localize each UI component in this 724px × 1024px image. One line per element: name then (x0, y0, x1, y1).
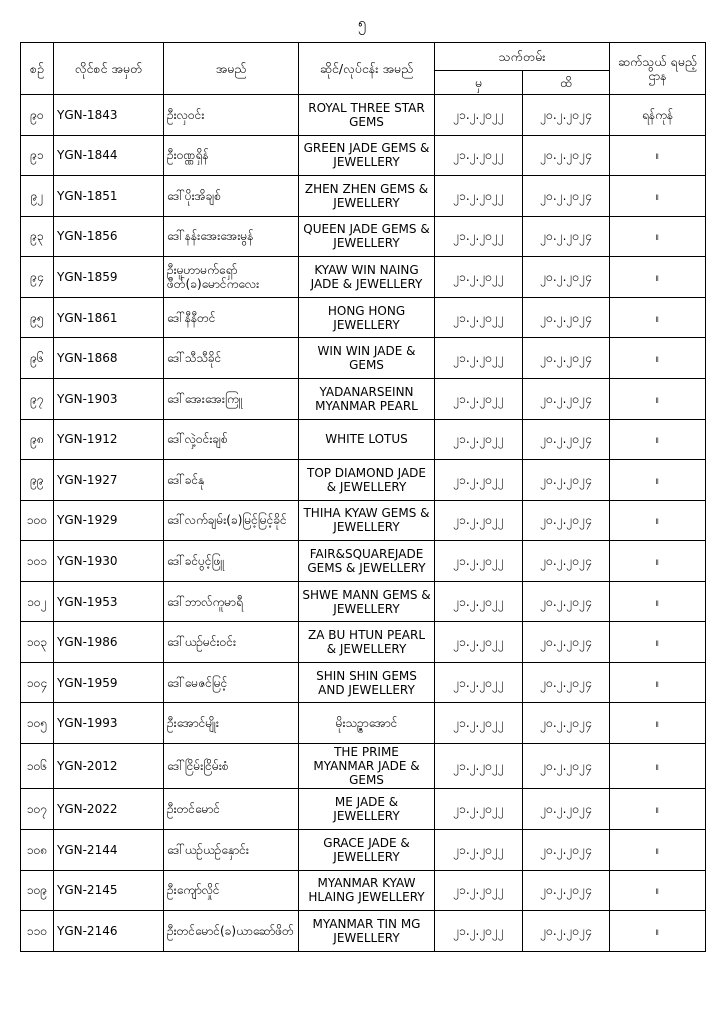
contact-office: ။ (610, 297, 706, 338)
license-number: YGN-1929 (54, 500, 164, 541)
shop-name: TOP DIAMOND JADE & JEWELLERY (299, 460, 435, 501)
valid-to: ၂၀.၂.၂၀၂၄ (523, 95, 610, 136)
holder-name: ဒေါ်နီနီတင် (164, 297, 299, 338)
holder-name: ဦးကျော်လှိုင် (164, 870, 299, 911)
table-row (21, 419, 706, 460)
table-row (21, 744, 706, 789)
valid-to: ၂၀.၂.၂၀၂၄ (523, 662, 610, 703)
shop-name: WHITE LOTUS (299, 419, 435, 460)
shop-name: GRACE JADE & JEWELLERY (299, 830, 435, 871)
valid-from: ၂၁.၂.၂၀၂၂ (435, 703, 523, 744)
table-row (21, 911, 706, 952)
contact-office: ။ (610, 338, 706, 379)
header-name: အမည် (164, 43, 299, 95)
row-number: ၁၀၅ (21, 703, 54, 744)
row-number: ၁၀၀ (21, 500, 54, 541)
contact-office: ။ (610, 622, 706, 663)
valid-from: ၂၁.၂.၂၀၂၂ (435, 541, 523, 582)
valid-from: ၂၁.၂.၂၀၂၂ (435, 297, 523, 338)
valid-from: ၂၁.၂.၂၀၂၂ (435, 257, 523, 298)
shop-name: SHWE MANN GEMS & JEWELLERY (299, 581, 435, 622)
table-row (21, 338, 706, 379)
valid-from: ၂၁.၂.၂၀၂၂ (435, 744, 523, 789)
row-number: ၁၀၆ (21, 744, 54, 789)
contact-office: ။ (610, 135, 706, 176)
header-no: စဉ် (21, 43, 54, 95)
shop-name: မိုးသဉ္ဇာအောင် (299, 703, 435, 744)
shop-name: ROYAL THREE STAR GEMS (299, 95, 435, 136)
row-number: ၁၁၀ (21, 911, 54, 952)
license-number: YGN-1903 (54, 378, 164, 419)
valid-to: ၂၀.၂.၂၀၂၄ (523, 581, 610, 622)
shop-name: QUEEN JADE GEMS & JEWELLERY (299, 216, 435, 257)
contact-office: ။ (610, 257, 706, 298)
table-row (21, 500, 706, 541)
table-row (21, 297, 706, 338)
table-row (21, 789, 706, 830)
valid-to: ၂၀.၂.၂၀၂၄ (523, 789, 610, 830)
row-number: ၁၀၁ (21, 541, 54, 582)
table-row (21, 176, 706, 217)
license-number: YGN-2146 (54, 911, 164, 952)
contact-office: ။ (610, 581, 706, 622)
valid-from: ၂၁.၂.၂၀၂၂ (435, 830, 523, 871)
valid-from: ၂၁.၂.၂၀၂၂ (435, 622, 523, 663)
shop-name: FAIR&SQUAREJADE GEMS & JEWELLERY (299, 541, 435, 582)
valid-to: ၂၀.၂.၂၀၂၄ (523, 460, 610, 501)
holder-name: ဒေါ်အေးအေးကြူ (164, 378, 299, 419)
license-number: YGN-1953 (54, 581, 164, 622)
valid-from: ၂၁.၂.၂၀၂၂ (435, 338, 523, 379)
table-row (21, 135, 706, 176)
license-number: YGN-1868 (54, 338, 164, 379)
table-row (21, 216, 706, 257)
valid-to: ၂၀.၂.၂၀၂၄ (523, 338, 610, 379)
shop-name: MYANMAR KYAW HLAING JEWELLERY (299, 870, 435, 911)
holder-name: ဦးအောင်မျိုး (164, 703, 299, 744)
license-number: YGN-2012 (54, 744, 164, 789)
valid-to: ၂၀.၂.၂၀၂၄ (523, 622, 610, 663)
header-address: ဆက်သွယ် ရမည့်ဌာန (610, 43, 706, 95)
license-number: YGN-1930 (54, 541, 164, 582)
contact-office: ။ (610, 419, 706, 460)
holder-name: ဦးတင်မောင်(ခ)ယာဆော်ဖိတ် (164, 911, 299, 952)
valid-to: ၂၀.၂.၂၀၂၄ (523, 257, 610, 298)
shop-name: KYAW WIN NAING JADE & JEWELLERY (299, 257, 435, 298)
valid-from: ၂၁.၂.၂၀၂၂ (435, 662, 523, 703)
contact-office: ။ (610, 176, 706, 217)
contact-office: ။ (610, 541, 706, 582)
shop-name: SHIN SHIN GEMS AND JEWELLERY (299, 662, 435, 703)
table-row (21, 460, 706, 501)
valid-from: ၂၁.၂.၂၀၂၂ (435, 789, 523, 830)
shop-name: WIN WIN JADE & GEMS (299, 338, 435, 379)
header-to: ထိ (523, 71, 610, 95)
valid-from: ၂၁.၂.၂၀၂၂ (435, 870, 523, 911)
row-number: ၉၄ (21, 257, 54, 298)
holder-name: ဒေါ်ယဉ်မင်းဝင်း (164, 622, 299, 663)
row-number: ၁၀၃ (21, 622, 54, 663)
license-number: YGN-1959 (54, 662, 164, 703)
holder-name: ဒေါ်လက်ချမ်း(ခ)မြင့်မြင့်ခိုင် (164, 500, 299, 541)
shop-name: GREEN JADE GEMS & JEWELLERY (299, 135, 435, 176)
holder-name: ဒေါ်မေဇင်မြင့် (164, 662, 299, 703)
contact-office: ရန်ကုန် (610, 95, 706, 136)
row-number: ၉၈ (21, 419, 54, 460)
valid-from: ၂၁.၂.၂၀၂၂ (435, 460, 523, 501)
holder-name: ဒေါ်ပိုးအိချစ် (164, 176, 299, 217)
row-number: ၁၀၂ (21, 581, 54, 622)
license-number: YGN-1843 (54, 95, 164, 136)
valid-from: ၂၁.၂.၂၀၂၂ (435, 378, 523, 419)
license-number: YGN-1993 (54, 703, 164, 744)
license-number: YGN-1927 (54, 460, 164, 501)
valid-to: ၂၀.၂.၂၀၂၄ (523, 419, 610, 460)
valid-to: ၂၀.၂.၂၀၂၄ (523, 870, 610, 911)
valid-from: ၂၁.၂.၂၀၂၂ (435, 216, 523, 257)
table-row (21, 541, 706, 582)
valid-to: ၂၀.၂.၂၀၂၄ (523, 541, 610, 582)
shop-name: ME JADE & JEWELLERY (299, 789, 435, 830)
holder-name: ဒေါ်ခင်နု (164, 460, 299, 501)
holder-name: ဒေါ်သီသီခိုင် (164, 338, 299, 379)
valid-to: ၂၀.၂.၂၀၂၄ (523, 378, 610, 419)
contact-office: ။ (610, 744, 706, 789)
valid-from: ၂၁.၂.၂၀၂၂ (435, 419, 523, 460)
holder-name: ဒေါ်ငြိမ်းငြိမ်းစံ (164, 744, 299, 789)
row-number: ၉၉ (21, 460, 54, 501)
shop-name: ZA BU HTUN PEARL & JEWELLERY (299, 622, 435, 663)
valid-to: ၂၀.၂.၂၀၂၄ (523, 703, 610, 744)
table-row (21, 581, 706, 622)
license-table (20, 42, 706, 952)
table-row (21, 703, 706, 744)
holder-name: ဒေါ်ခင်ပွင့်ဖြူ (164, 541, 299, 582)
license-number: YGN-2144 (54, 830, 164, 871)
valid-to: ၂၀.၂.၂၀၂၄ (523, 830, 610, 871)
contact-office: ။ (610, 378, 706, 419)
license-number: YGN-1844 (54, 135, 164, 176)
valid-from: ၂၁.၂.၂၀၂၂ (435, 135, 523, 176)
shop-name: THE PRIME MYANMAR JADE & GEMS (299, 744, 435, 789)
shop-name: ZHEN ZHEN GEMS & JEWELLERY (299, 176, 435, 217)
shop-name: YADANARSEINN MYANMAR PEARL (299, 378, 435, 419)
contact-office: ။ (610, 911, 706, 952)
row-number: ၉၁ (21, 135, 54, 176)
contact-office: ။ (610, 460, 706, 501)
table-row (21, 257, 706, 298)
valid-to: ၂၀.၂.၂၀၂၄ (523, 297, 610, 338)
row-number: ၁၀၇ (21, 789, 54, 830)
shop-name: THIHA KYAW GEMS & JEWELLERY (299, 500, 435, 541)
row-number: ၁၀၄ (21, 662, 54, 703)
table-row (21, 95, 706, 136)
holder-name: ဒေါ်ယဉ်ယဉ်နှောင်း (164, 830, 299, 871)
license-number: YGN-2145 (54, 870, 164, 911)
holder-name: ဒေါ်ဘာလ်ကူမာရီ (164, 581, 299, 622)
valid-from: ၂၁.၂.၂၀၂၂ (435, 176, 523, 217)
license-number: YGN-1856 (54, 216, 164, 257)
header-license: လိုင်စင် အမှတ် (54, 43, 164, 95)
holder-name: ဦးမူဟာမက်ရှော်ဖိတ်(ခ)မောင်ကလေး (164, 257, 299, 298)
license-number: YGN-1859 (54, 257, 164, 298)
valid-from: ၂၁.၂.၂၀၂၂ (435, 95, 523, 136)
header-from: မှ (435, 71, 523, 95)
table-row (21, 378, 706, 419)
holder-name: ဦးလှဝင်း (164, 95, 299, 136)
table-row (21, 662, 706, 703)
license-number: YGN-1861 (54, 297, 164, 338)
valid-to: ၂၀.၂.၂၀၂၄ (523, 135, 610, 176)
holder-name: ဒေါ်လှဲ့ဝင်းချစ် (164, 419, 299, 460)
valid-to: ၂၀.၂.၂၀၂၄ (523, 500, 610, 541)
valid-from: ၂၁.၂.၂၀၂၂ (435, 500, 523, 541)
holder-name: ဒေါ်နန်းအေးအေးမွန် (164, 216, 299, 257)
shop-name: MYANMAR TIN MG JEWELLERY (299, 911, 435, 952)
contact-office: ။ (610, 830, 706, 871)
valid-from: ၂၁.၂.၂၀၂၂ (435, 581, 523, 622)
contact-office: ။ (610, 216, 706, 257)
row-number: ၉၀ (21, 95, 54, 136)
holder-name: ဦးဝဏ္ဏရှိန် (164, 135, 299, 176)
table-row (21, 870, 706, 911)
contact-office: ။ (610, 870, 706, 911)
valid-to: ၂၀.၂.၂၀၂၄ (523, 176, 610, 217)
page-number: ၅ (357, 14, 367, 32)
row-number: ၉၂ (21, 176, 54, 217)
holder-name: ဦးတင်မောင် (164, 789, 299, 830)
row-number: ၉၇ (21, 378, 54, 419)
table-row (21, 830, 706, 871)
license-number: YGN-2022 (54, 789, 164, 830)
table-row (21, 622, 706, 663)
valid-from: ၂၁.၂.၂၀၂၂ (435, 911, 523, 952)
valid-to: ၂၀.၂.၂၀၂၄ (523, 744, 610, 789)
valid-to: ၂၀.၂.၂၀၂၄ (523, 216, 610, 257)
contact-office: ။ (610, 662, 706, 703)
header-validity: သက်တမ်း (435, 43, 610, 71)
contact-office: ။ (610, 703, 706, 744)
license-number: YGN-1851 (54, 176, 164, 217)
contact-office: ။ (610, 789, 706, 830)
header-shop: ဆိုင်/လုပ်ငန်း အမည် (299, 43, 435, 95)
row-number: ၁၀၈ (21, 830, 54, 871)
row-number: ၉၃ (21, 216, 54, 257)
license-number: YGN-1986 (54, 622, 164, 663)
valid-to: ၂၀.၂.၂၀၂၄ (523, 911, 610, 952)
shop-name: HONG HONG JEWELLERY (299, 297, 435, 338)
row-number: ၉၆ (21, 338, 54, 379)
row-number: ၉၅ (21, 297, 54, 338)
contact-office: ။ (610, 500, 706, 541)
row-number: ၁၀၉ (21, 870, 54, 911)
license-number: YGN-1912 (54, 419, 164, 460)
